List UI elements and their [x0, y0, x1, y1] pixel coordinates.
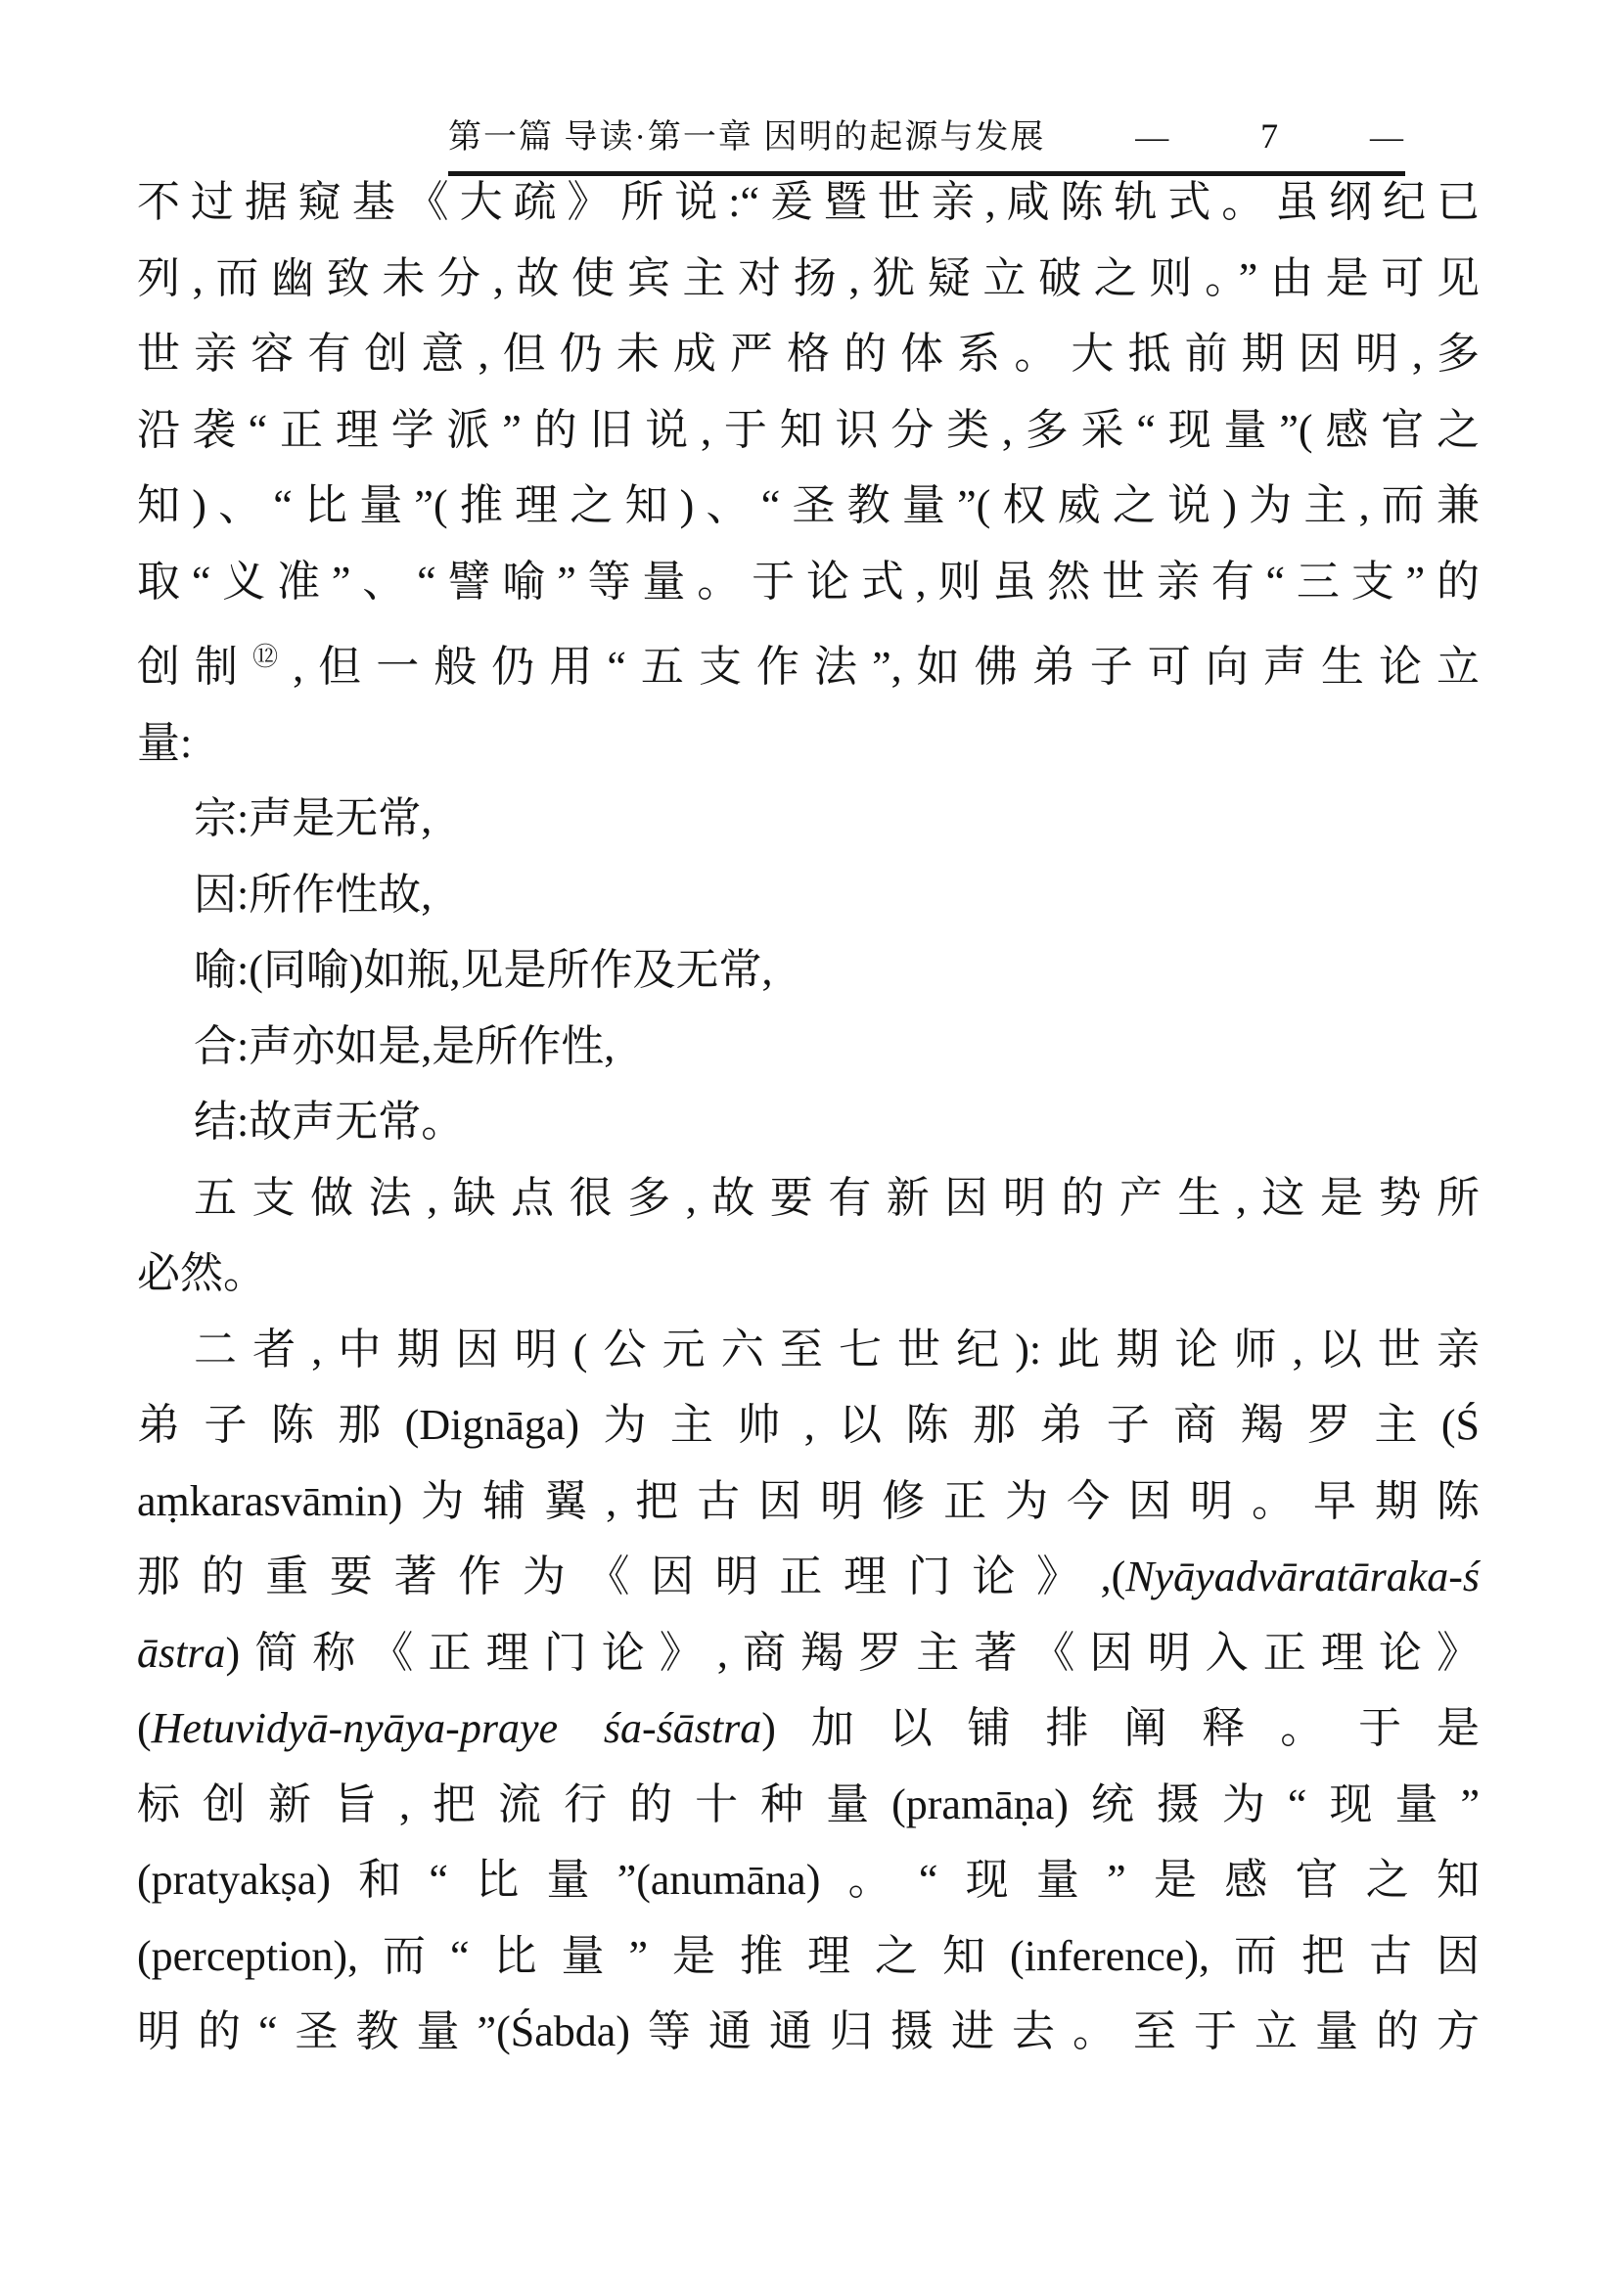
text-line: 取“义准”、“譬喻”等量。于论式,则虽然世亲有“三支”的: [137, 557, 1480, 606]
text-line: 明的“圣教量”(Śabda)等通通归摄进去。至于立量的方: [137, 2007, 1480, 2055]
text-line: [137, 1615, 1480, 1691]
syllogism-line-zong: 宗:声是无常,: [194, 794, 433, 842]
page-number: 7: [1260, 116, 1281, 156]
text-run: (: [137, 1704, 152, 1752]
text-line: (perception),而“比量”是推理之知(inference),而把古因: [137, 1931, 1480, 1980]
dash-right: —: [1370, 119, 1405, 156]
syllogism-line-yu: 喻:(同喻)如瓶,见是所作及无常,: [194, 946, 773, 994]
text-line: 弟子陈那(Dignāga)为主帅,以陈那弟子商羯罗主(Ś: [137, 1401, 1480, 1449]
text-line: 列,而幽致未分,故使宾主对扬,犹疑立破之则。”由是可见: [137, 253, 1480, 302]
text-line: [137, 1690, 1480, 1767]
text-run: )加以铺排阐释。于是: [761, 1704, 1480, 1752]
text-line: 沿袭“正理学派”的旧说,于知识分类,多采“现量”(感官之: [137, 405, 1480, 454]
text-line: 知)、“比量”(推理之知)、“圣教量”(权威之说)为主,而兼: [137, 481, 1480, 529]
text-line: aṃkarasvāmin)为辅翼,把古因明修正为今因明。早期陈: [137, 1476, 1480, 1525]
syllogism-line-he: 合:声亦如是,是所作性,: [194, 1021, 616, 1070]
syllogism-line-yin: 因:所作性故,: [194, 870, 433, 919]
footnote-marker: ⑫: [252, 643, 294, 671]
text-line: [137, 619, 1480, 705]
text-line: 量:: [137, 718, 193, 767]
text-run: 那的重要著作为《因明正理门论》,(: [137, 1553, 1126, 1600]
text-line: 不过据窥基《大疏》所说:“爰暨世亲,咸陈轨式。虽纲纪已: [137, 178, 1480, 226]
body-text: [137, 164, 1480, 2070]
text-line: 五支做法,缺点很多,故要有新因明的产生,这是势所: [194, 1173, 1480, 1222]
text-line: 标创新旨,把流行的十种量(pramāṇa)统摄为“现量”: [137, 1779, 1480, 1828]
syllogism-line-jie: 结:故声无常。: [194, 1098, 465, 1146]
text-run: )简称《正理门论》,商羯罗主著《因明入正理论》: [225, 1628, 1480, 1677]
running-title: 第一篇 导读·第一章 因明的起源与发展: [448, 119, 1046, 156]
dash-left: —: [1135, 119, 1171, 156]
sanskrit-title-run: āstra: [137, 1628, 226, 1677]
text-run: ,但一般仍用“五支作法”,如佛弟子可向声生论立: [293, 643, 1480, 691]
text-line: 必然。: [137, 1249, 266, 1297]
text-line: 世亲容有创意,但仍未成严格的体系。大抵前期因明,多: [137, 330, 1480, 378]
text-line: (pratyakṣa)和“比量”(anumāna)。“现量”是感官之知: [137, 1856, 1480, 1904]
text-line: 二者,中期因明(公元六至七世纪):此期论师,以世亲: [194, 1325, 1480, 1373]
text-line: [137, 1539, 1480, 1615]
sanskrit-title-run: Nyāyadvāratāraka-ś: [1125, 1553, 1480, 1600]
text-run: 创制: [137, 643, 253, 691]
sanskrit-title-run: Hetuvidyā-nyāya-praye śa-śāstra: [151, 1704, 762, 1752]
